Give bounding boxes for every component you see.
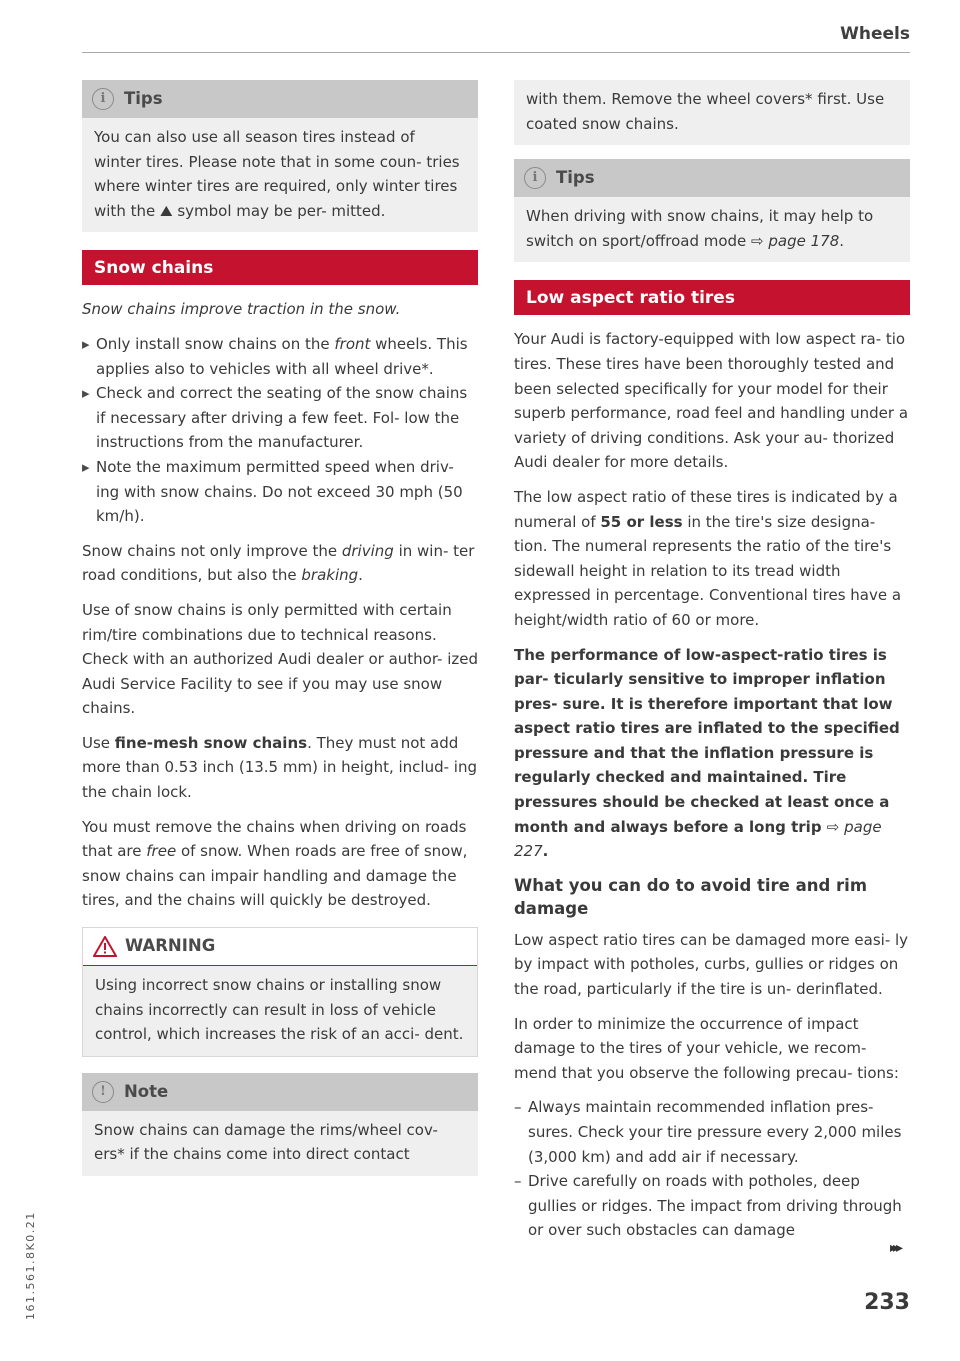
tips-box-1-body	[82, 118, 478, 232]
tips-box-2-header	[514, 159, 910, 197]
side-code: 161.561.8K0.21	[24, 1211, 37, 1320]
tips-box-1-text: You can also use all season tires instead of winter tires. Please note that in some coun- tries where winter tires are required, only winter tires with the ⛰ symbol may be per- mitted.	[94, 128, 460, 220]
info-icon: i	[524, 167, 546, 189]
warning-body	[83, 966, 477, 1056]
paragraph: The low aspect ratio of these tires is indicated by a numeral of 55 or less in the tire's size designa- tion. The numeral represents the ratio of the tire's sidewall height in relation to its tread width expressed in percentage. Conventional tires have a height/width ratio of 60 or more.	[514, 487, 902, 629]
list-item: ▸ Only install snow chains on the front wheels. This applies also to vehicles with all wheel drive*.	[82, 332, 478, 381]
paragraph: In order to minimize the occurrence of impact damage to the tires of your vehicle, we recom- mend that you observe the following precau- tions:	[514, 1014, 899, 1082]
list-item: – Drive carefully on roads with potholes, deep gullies or ridges. The impact from driving through or over such obstacles can damage	[514, 1169, 910, 1243]
paragraph: Snow chains not only improve the driving in win- ter road conditions, but also the braking.	[82, 541, 475, 585]
subheading: What you can do to avoid tire and rim damage	[514, 875, 868, 918]
warning-title: WARNING	[125, 936, 216, 956]
exclamation-icon: !	[92, 1081, 114, 1103]
paragraph: Use of snow chains is only permitted with certain rim/tire combinations due to technical reasons. Check with an authorized Audi dealer or author- ized Audi Service Facility to see if you may use snow chains.	[82, 600, 479, 718]
right-column	[514, 80, 910, 1243]
note-continued-text: with them. Remove the wheel covers* first. Use coated snow chains.	[526, 90, 885, 133]
precaution-list	[514, 1095, 910, 1243]
header-rule	[82, 52, 910, 53]
warning-header	[83, 928, 477, 966]
note-text: Snow chains can damage the rims/wheel cov- ers* if the chains come into direct contact	[94, 1120, 438, 1164]
paragraph: You must remove the chains when driving on roads that are free of snow. When roads are free of snow, snow chains can impair handling and damage the tires, and the chains will quickly be destroyed.	[82, 817, 468, 910]
paragraph: Your Audi is factory-equipped with low aspect ra- tio tires. These tires have been thoroughly tested and been selected specifically for your model for their superb performance, road feel and handling under a variety of driving conditions. Ask your au- thorized Audi dealer for more details.	[514, 330, 909, 472]
paragraph: Use fine-mesh snow chains. They must not add more than 0.53 inch (13.5 mm) in height, includ- ing the chain lock.	[82, 733, 477, 802]
low-aspect-heading: Low aspect ratio tires	[514, 280, 910, 315]
section-header: Wheels	[840, 24, 910, 44]
tips-box-2-body	[514, 197, 910, 262]
note-body	[82, 1111, 478, 1176]
note-title: Note	[124, 1081, 169, 1101]
tips-box-1-title: Tips	[124, 88, 163, 108]
page-reference-link[interactable]: ⇨ page 227	[514, 817, 882, 861]
note-header	[82, 1073, 478, 1111]
tips-box-2	[514, 159, 910, 262]
paragraph: Low aspect ratio tires can be damaged more easi- ly by impact with potholes, curbs, gullies or ridges on the road, particularly if the tire is un- derinflated.	[514, 930, 909, 999]
warning-box	[82, 927, 478, 1057]
list-item: – Always maintain recommended inflation pres- sures. Check your tire pressure every 2,000 miles (3,000 km) and add air if necessary.	[514, 1095, 910, 1169]
page-reference-link[interactable]: ⇨ page 178	[751, 231, 840, 250]
tips-box-1	[82, 80, 478, 232]
tips-box-2-text: When driving with snow chains, it may help to switch on sport/offroad mode ⇨ page 178.	[526, 207, 874, 250]
snow-chains-intro: Snow chains improve traction in the snow.	[82, 300, 401, 319]
bold-paragraph: The performance of low-aspect-ratio tires is par- ticularly sensitive to improper inflation pres- sure. It is therefore important that low aspect ratio tires are inflated to the specified pressure and that the inflation pressure is regularly checked and maintained. Tire pressures should be checked at least once a month and always before a long trip ⇨ page 227.	[514, 645, 900, 861]
continue-arrow-icon: ▸▸▸	[890, 1240, 900, 1256]
list-item: ▸ Check and correct the seating of the snow chains if necessary after driving a few feet. Fol- low the instructions from the manufacturer.	[82, 381, 478, 455]
tips-box-1-header	[82, 80, 478, 118]
warning-text: Using incorrect snow chains or installing snow chains incorrectly can result in loss of vehicle control, which increases the risk of an acci- dent.	[95, 976, 464, 1044]
list-item: ▸ Note the maximum permitted speed when driv- ing with snow chains. Do not exceed 30 mph (50 km/h).	[82, 455, 478, 529]
page-number: 233	[864, 1290, 910, 1315]
info-icon: i	[92, 88, 114, 110]
note-box	[82, 1073, 478, 1176]
snow-chains-heading: Snow chains	[82, 250, 478, 285]
left-column	[82, 80, 478, 1176]
note-continued	[514, 80, 910, 145]
snow-chains-bullets	[82, 332, 478, 529]
tips-box-2-title: Tips	[556, 167, 595, 187]
warning-triangle-icon	[93, 936, 117, 957]
